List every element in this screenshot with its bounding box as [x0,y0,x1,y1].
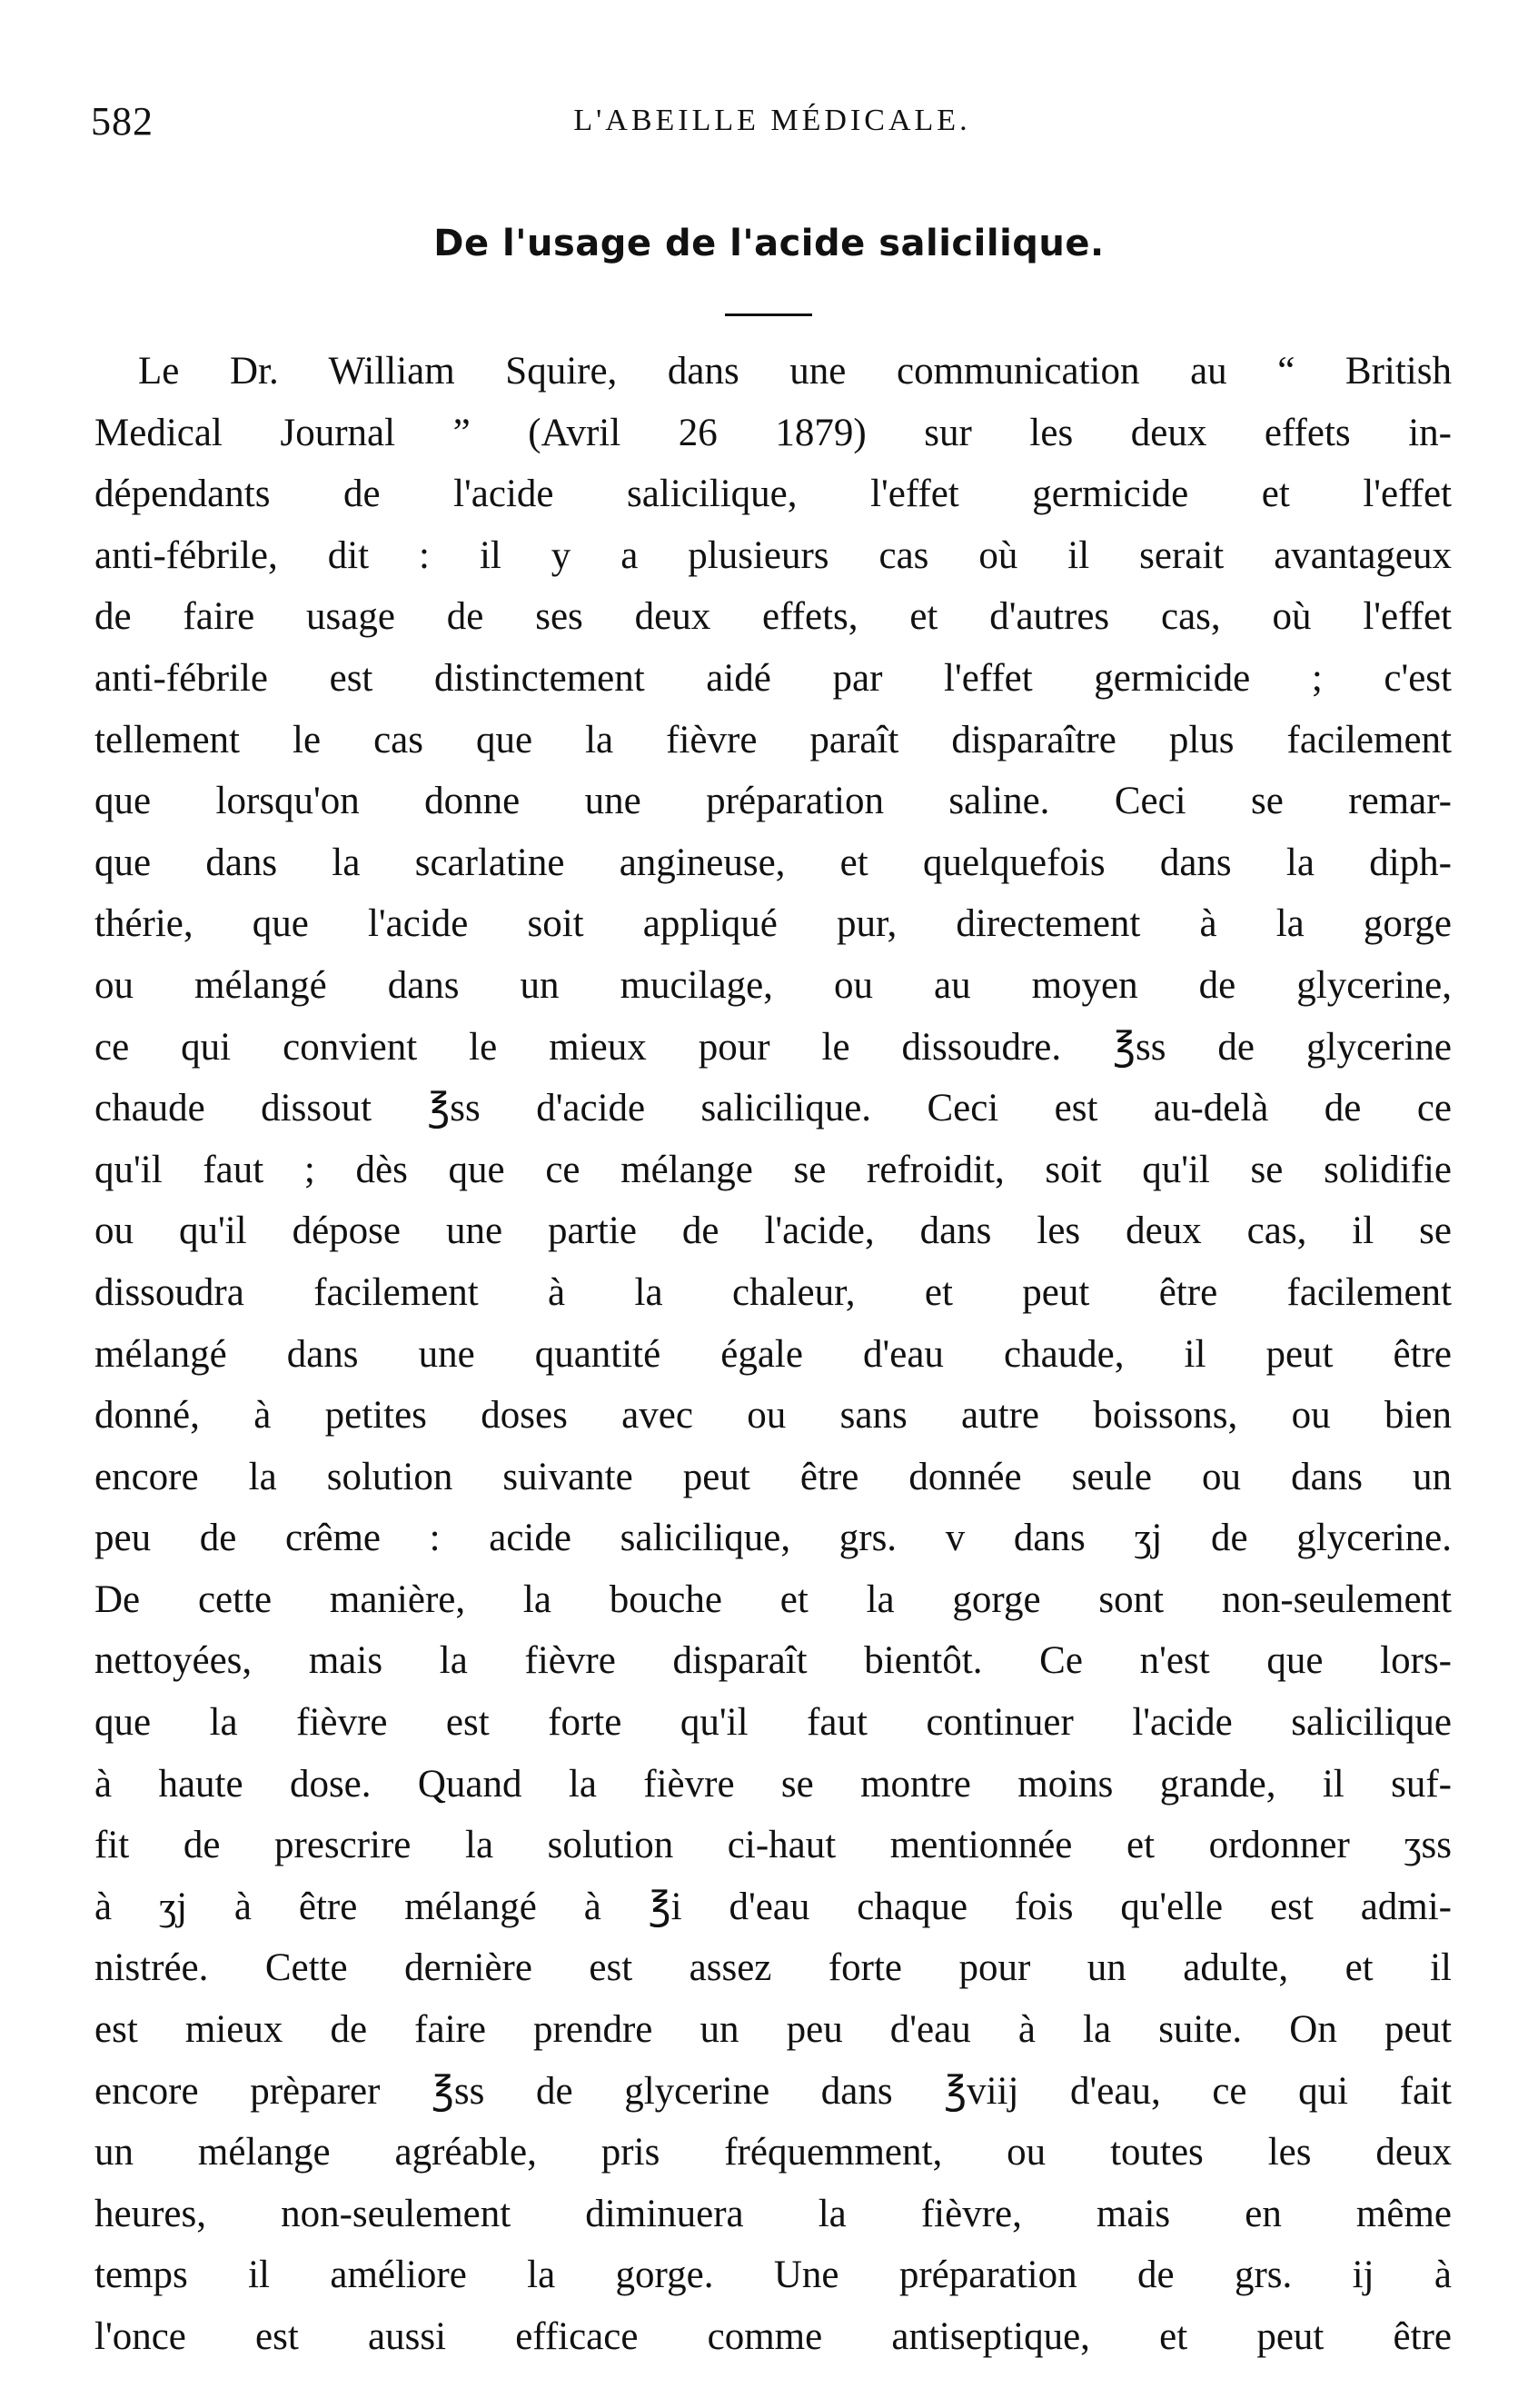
text-line: que dans la scarlatine angineuse, et quelquefois dans la diph- [94,841,1452,884]
text-line: que la fièvre est forte qu'il faut continuer l'acide salicilique [94,1701,1452,1745]
text-line: nettoyées, mais la fièvre disparaît bientôt. Ce n'est que lors- [94,1639,1452,1683]
text-line: un mélange agréable, pris fréquemment, ou toutes les deux [94,2131,1452,2174]
text-line: temps il améliore la gorge. Une préparation de grs. ij à [94,2254,1452,2297]
text-line: encore prèparer ℥ss de glycerine dans ℥viij d'eau, ce qui fait [94,2069,1452,2113]
text-line: thérie, que l'acide soit appliqué pur, directement à la gorge [94,902,1452,946]
text-line: encore la solution suivante peut être donnée seule ou dans un [94,1455,1452,1498]
text-line: De cette manière, la bouche et la gorge sont non-seulement [94,1577,1452,1621]
text-line: anti-fébrile, dit : il y a plusieurs cas où il serait avantageux [94,533,1452,577]
page-header [91,98,1454,153]
text-line: anti-fébrile est distinctement aidé par l'effet germicide ; c'est [94,656,1452,700]
text-line: chaude dissout ℥ss d'acide salicilique. Ceci est au-delà de ce [94,1087,1452,1130]
text-line: nistrée. Cette dernière est assez forte pour un adulte, et il [94,1946,1452,1990]
text-line: dissoudra facilement à la chaleur, et peut être facilement [94,1270,1452,1314]
text-line: heures, non-seulement diminuera la fièvre, mais en même [94,2192,1452,2235]
text-line: tellement le cas que la fièvre paraît disparaître plus facilement [94,718,1452,761]
text-line: dépendants de l'acide salicilique, l'effet germicide et l'effet [94,473,1452,516]
text-line: que lorsqu'on donne une préparation saline. Ceci se remar- [94,780,1452,823]
text-line: Medical Journal ” (Avril 26 1879) sur les deux effets in- [94,411,1452,454]
text-line: donné, à petites doses avec ou sans autre boissons, ou bien [94,1394,1452,1438]
text-line: ou qu'il dépose une partie de l'acide, dans les deux cas, il se [94,1209,1452,1253]
text-line: l'once est aussi efficace comme antiseptique, et peut être [94,2315,1452,2358]
text-line: à ʒj à être mélangé à ℥i d'eau chaque fois qu'elle est admi- [94,1885,1452,1928]
text-line: de faire usage de ses deux effets, et d'autres cas, où l'effet [94,595,1452,639]
text-line: peu de crême : acide salicilique, grs. v dans ʒj de glycerine. [94,1517,1452,1560]
text-line: est mieux de faire prendre un peu d'eau à la suite. On peut [94,2008,1452,2052]
running-title: L'ABEILLE MÉDICALE. [573,104,971,137]
text-line: ou mélangé dans un mucilage, ou au moyen de glycerine, [94,963,1452,1007]
text-line: mélangé dans une quantité égale d'eau chaude, il peut être [94,1332,1452,1376]
title-rule [725,313,812,316]
page-number: 582 [91,99,154,144]
text-line: ce qui convient le mieux pour le dissoudre. ℥ss de glycerine [94,1025,1452,1069]
text-line: fit de prescrire la solution ci-haut mentionnée et ordonner ʒss [94,1824,1452,1867]
article-body [94,341,1452,2368]
text-line: Le Dr. William Squire, dans une communication au “ British [138,350,1452,393]
text-line: à haute dose. Quand la fièvre se montre moins grande, il suf- [94,1762,1452,1806]
text-line: qu'il faut ; dès que ce mélange se refroidit, soit qu'il se solidifie [94,1148,1452,1191]
article-title: De l'usage de l'acide salicilique. [433,223,1105,264]
